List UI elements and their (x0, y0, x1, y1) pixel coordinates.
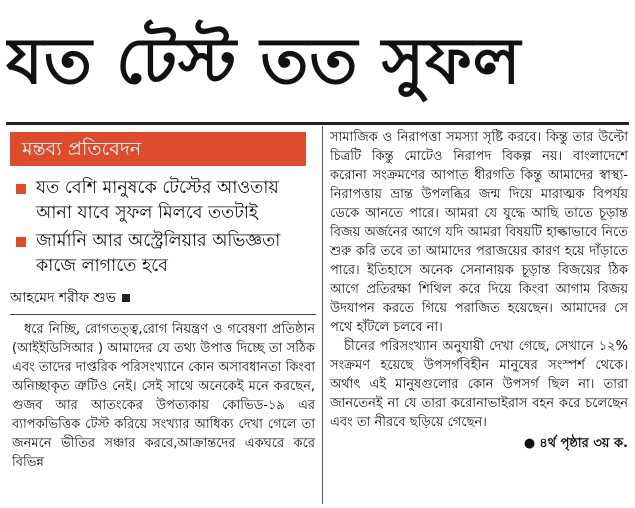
continued-bullet-icon: ● (523, 436, 536, 451)
highlight-item (14, 229, 318, 279)
paragraph: চীনের পরিসংখ্যান অনুযায়ী দেখা গেছে, সেখানে ১২% সংক্রমণ হয়েছে উপসর্গবিহীন মানুষের সংস্পর্শ থেকে। অর্থাৎ এই মানুষগুলোর কোন উপসর্গ ছিল না। তারা জানতেনই না যে তারা করোনাভাইরাস বহন করে চলেছেন এবং তা নীরবে ছড়িয়ে গেছেন। (330, 339, 628, 430)
section-tag: মন্তব্য প্রতিবেদন (10, 132, 306, 166)
highlight-item (14, 176, 318, 226)
column-divider (322, 126, 323, 504)
author-name: আহমেদ শরীফ শুভ (10, 290, 117, 306)
continued-text: ৪র্থ পৃষ্ঠার ৩য় ক. (539, 436, 628, 451)
article-body-left: ধরে নিচ্ছি, রোগতত্ত্ব,রোগ নিয়ন্ত্রণ ও গবেষণা প্রতিষ্ঠান (আইইডিসিআর ) আমাদের যে তথ্য উপাত্ত দিচ্ছে তা সঠিক এবং তাদের দাপ্তরিক পরিসংখ্যানে কোন অসাবধানতা কিংবা অনিচ্ছাকৃত ত্রুটিও নেই। সেই সাথে অনেকেই মনে করছেন, গুজব আর আতংকের উপত্যকায় কোভিড-১৯ এর ব্যাপকভিত্তিক টেস্ট করিয়ে সংখ্যার আধিক্য দেখা গেলে তা জনমনে ভীতির সঞ্চার করবে,আক্রান্তদের একঘরে করে বিভিন্ন (12, 322, 315, 470)
headline: যত টেস্ট তত সুফল (6, 24, 522, 99)
byline (10, 288, 130, 308)
highlights-list (14, 176, 318, 282)
article-body-right (330, 128, 628, 453)
byline-divider (10, 314, 316, 315)
continued-note (330, 434, 628, 453)
bullet-square-icon (16, 184, 26, 194)
headline-rule (6, 122, 629, 125)
bullet-square-icon (16, 237, 26, 247)
paragraph: সামাজিক ও নিরাপত্তা সমস্যা সৃষ্টি করবে। কিন্তু তার উল্টো চিত্রটি কিন্তু মোটেও নিরাপদ বিকল্প নয়। বাংলাদেশে করোনা সংক্রমণের আপাত ধীরগতি কিন্তু আমাদের স্বাস্থ্য-নিরাপত্তায় ভ্রান্ত উপলব্ধির জন্ম দিয়ে মারাত্মক বিপর্যয় ডেকে আনতে পারে। আমরা যে যুদ্ধে আছি তাতে চূড়ান্ত বিজয় অর্জনের আগে যদি আমরা বিষয়টি হাল্কাভাবে নিতে শুরু করি তবে তা আমাদের পরাজয়ের কারণ হয়ে দাঁড়াতে পারে। ইতিহাসে অনেক সেনানায়ক চূড়ান্ত বিজয়ের ঠিক আগে প্রতিরক্ষা শিথিল করে দিয়ে কিংবা আগাম বিজয় উদযাপন করতে গিয়ে পরাজিত হয়েছেন। আমাদের সে পথে হাঁটলে চলবে না। (330, 130, 628, 335)
byline-square-icon (122, 294, 130, 302)
highlight-text: জার্মানি আর অস্ট্রেলিয়ার অভিজ্ঞতা কাজে লাগাতে হবে (36, 231, 281, 276)
highlight-text: যত বেশি মানুষকে টেস্টের আওতায় আনা যাবে সুফল মিলবে ততটাই (36, 178, 279, 223)
